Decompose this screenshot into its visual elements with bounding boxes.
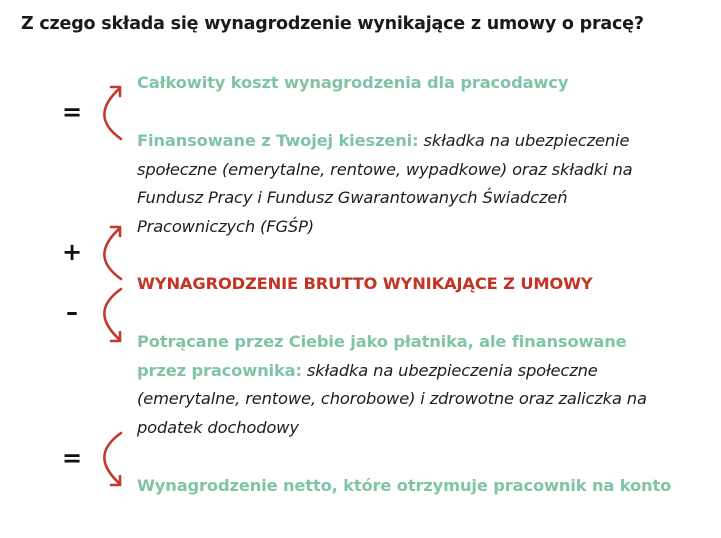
net-salary-label: Wynagrodzenie netto, które otrzymuje pracownik na konto	[137, 476, 672, 495]
equals-sign: =	[62, 444, 83, 472]
total-cost-label: Całkowity koszt wynagrodzenia dla pracodawcy	[137, 73, 569, 92]
employee-funded-item	[137, 328, 672, 443]
employer-funded-item	[137, 127, 672, 242]
gross-salary-label: WYNAGRODZENIE BRUTTO WYNIKAJĄCE Z UMOWY	[137, 274, 593, 293]
curved-arrow-up-icon	[94, 80, 128, 144]
employee-funded-label: Potrącane przez Ciebie jako płatnika, ale finansowane przez pracownika:	[137, 332, 627, 380]
page-title: Z czego składa się wynagrodzenie wynikające z umowy o pracę?	[21, 14, 644, 34]
plus-sign: +	[62, 238, 83, 266]
employer-funded-label: Finansowane z Twojej kieszeni:	[137, 131, 419, 150]
equals-sign: =	[62, 98, 83, 126]
employer-funded-text: składka na ubezpieczenie społeczne (emerytalne, rentowe, wypadkowe) oraz składki na Fundusz Pracy i Fundusz Gwarantowanych Świadczeń Pracowniczych (FGŚP)	[137, 131, 633, 237]
employee-funded-text: składka na ubezpieczenia społeczne (emerytalne, rentowe, chorobowe) i zdrowotne oraz zaliczka na podatek dochodowy	[137, 360, 647, 438]
curved-arrow-up-icon	[94, 220, 128, 284]
curved-arrow-down-icon	[94, 428, 128, 492]
curved-arrow-down-icon	[94, 284, 128, 348]
minus-sign: –	[66, 298, 78, 326]
